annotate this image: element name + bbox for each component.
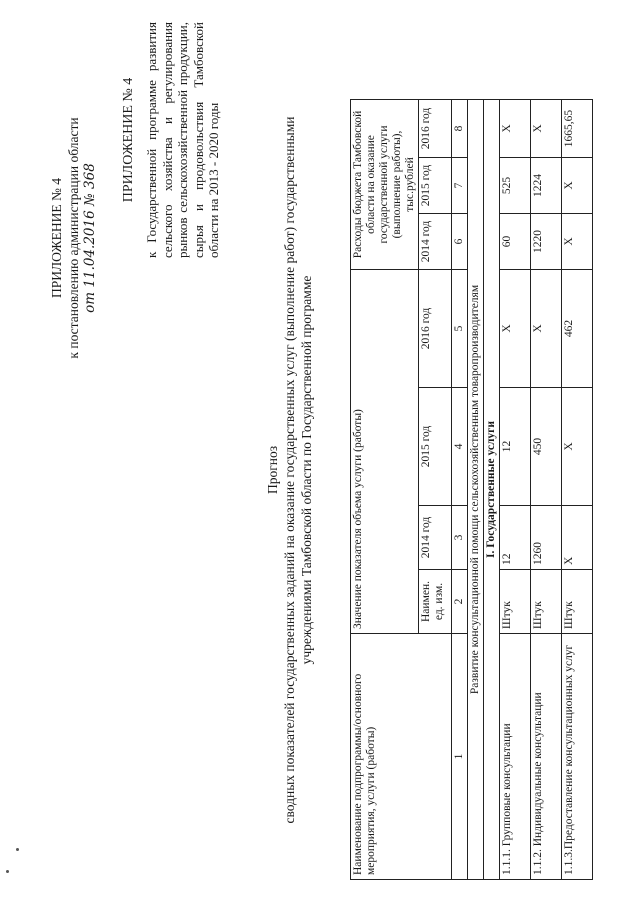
subheader-exp-2016: 2016 год (419, 100, 452, 158)
appendix-main-title: ПРИЛОЖЕНИЕ № 4 (49, 177, 64, 299)
row-unit: Штук (500, 570, 531, 634)
subheader-exp-2014: 2014 год (419, 214, 452, 270)
subheader-unit: Наимен. ед. изм. (419, 570, 452, 634)
row-name: 1.1.3.Предоставление консультационных услуг (562, 634, 593, 880)
appendix-program-title: ПРИЛОЖЕНИЕ № 4 (121, 77, 136, 203)
col-number: 7 (452, 158, 468, 214)
row-name: 1.1.2. Индивидуальные консультации (531, 634, 562, 880)
header-volume: Значение показателя объема услуги (работы) (351, 270, 419, 634)
title-line-3: учреждениями Тамбовской области по Государственной программе (299, 275, 314, 665)
row-vol-2014: 1260 (531, 506, 562, 570)
row-vol-2014: Х (562, 506, 593, 570)
resolution-line: к постановлению администрации области (66, 117, 81, 359)
forecast-table (350, 99, 593, 880)
section-row (468, 100, 484, 880)
col-number: 3 (452, 506, 468, 570)
subheader-vol-2016: 2016 год (419, 270, 452, 388)
section-title: Развитие консультационной помощи сельскохозяйственным товаропроизводителям (468, 100, 484, 880)
row-vol-2015: Х (562, 388, 593, 506)
row-exp-2016: Х (531, 100, 562, 158)
subheader-vol-2014: 2014 год (419, 506, 452, 570)
row-exp-2015: 1224 (531, 158, 562, 214)
row-exp-2015: 525 (500, 158, 531, 214)
header-name: Наименование подпрограммы/основного мероприятия, услуги (работы) (351, 634, 452, 880)
subheader-vol-2015: 2015 год (419, 388, 452, 506)
scan-speck (16, 848, 19, 851)
col-number: 2 (452, 570, 468, 634)
program-reference: к Государственной программе развития сельского хозяйства и регулирования рынков сельскохозяйственной продукции, сырья и продовольствия Тамбовской области на 2013 - 2020 годы (144, 22, 221, 258)
table-row (500, 100, 531, 880)
title-line-2: сводных показателей государственных заданий на оказание государственных услуг (выполнение работ) государственными (282, 116, 297, 824)
row-vol-2015: 12 (500, 388, 531, 506)
subsection-title: I. Государственные услуги (484, 100, 500, 880)
subheader-exp-2015: 2015 год (419, 158, 452, 214)
row-vol-2016: 462 (562, 270, 593, 388)
document-title (264, 90, 315, 850)
row-exp-2014: 1220 (531, 214, 562, 270)
row-exp-2014: Х (562, 214, 593, 270)
row-exp-2016: 1665,65 (562, 100, 593, 158)
table-header-row (351, 100, 419, 880)
row-vol-2015: 450 (531, 388, 562, 506)
row-name: 1.1.1. Групповые консультации (500, 634, 531, 880)
col-number: 4 (452, 388, 468, 506)
resolution-handwritten-date: от 11.04.2016 № 368 (82, 163, 98, 313)
rotated-document-sheet (20, 10, 620, 890)
row-vol-2014: 12 (500, 506, 531, 570)
header-expenses: Расходы бюджета Тамбовской области на оказание государственной услуги (выполнение работы), тыс.рублей (351, 100, 419, 270)
appendix-header (48, 18, 99, 458)
title-forecast: Прогноз (265, 445, 280, 495)
col-number: 1 (452, 634, 468, 880)
row-vol-2016: Х (531, 270, 562, 388)
col-number: 6 (452, 214, 468, 270)
row-exp-2015: Х (562, 158, 593, 214)
col-number: 5 (452, 270, 468, 388)
subsection-row (484, 100, 500, 880)
row-unit: Штук (531, 570, 562, 634)
row-exp-2014: 60 (500, 214, 531, 270)
table-row (531, 100, 562, 880)
scan-speck (6, 870, 9, 873)
column-number-row (452, 100, 468, 880)
col-number: 8 (452, 100, 468, 158)
row-vol-2016: Х (500, 270, 531, 388)
row-unit: Штук (562, 570, 593, 634)
row-exp-2016: Х (500, 100, 531, 158)
table-row (562, 100, 593, 880)
